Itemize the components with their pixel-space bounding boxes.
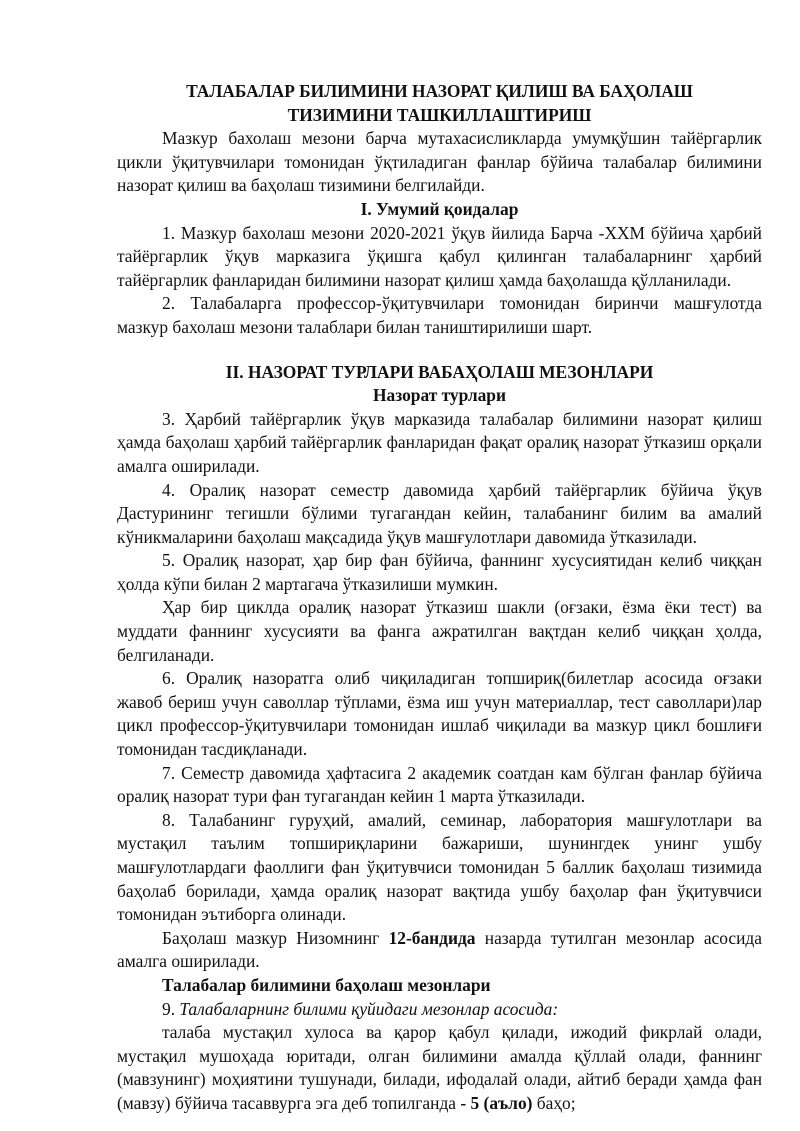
- p8b-clause-reference: 12-бандида: [388, 927, 476, 948]
- document-title: [117, 80, 762, 127]
- p8b-text-pre: Баҳолаш мазкур Низомнинг: [162, 927, 389, 948]
- paragraph-9-continuation: [117, 1021, 762, 1115]
- paragraph-6: 6. Оралиқ назоратга олиб чиқиладиган топшириқ(билетлар асосида оғзаки жавоб бериш учун саволлар тўплами, ёзма иш учун материаллар, тест саволлари)лар цикл профессор-ўқитувчилари томонидан ишлаб чиқилади ва мазкур цикл бошлиғи томонидан тасдиқланади.: [117, 668, 762, 760]
- section-2-subheading: Назорат турлари: [372, 385, 506, 406]
- p9b-text-pre: талаба мустақил хулоса ва қарор қабул қилади, ижодий фикрлай олади, мустақил мушоҳада юритади, олган билимини амалда қўллай олади, фаннинг (мавзунинг) моҳиятини тушунади, билади, ифодалай олади, айтиб беради ҳамда фан (мавзу) бўйича тасаввурга эга деб топилганда: [117, 1022, 762, 1113]
- p9b-grade: - 5 (аъло): [460, 1092, 533, 1113]
- document-body: [117, 80, 762, 1116]
- section-gap: [117, 340, 762, 361]
- paragraph-8: 8. Талабанинг гуруҳий, амалий, семинар, лаборатория машғулотлари ва мустақил таълим топшириқларини бажариши, шунингдек унинг ушбу машғулотлардаги фаоллиги фан ўқитувчиси томонидан 5 баллик баҳолаш тизимида баҳолаб борилади, ҳамда оралиқ назорат вақтида ушбу баҳолар фан ўқитувчиси томонидан эътиборга олинади.: [117, 809, 762, 925]
- intro-paragraph: Мазкур бахолаш мезони барча мутахасисликларда умумқўшин тайёргарлик цикли ўқитувчилари томонидан ўқтиладиган фанлар бўйича талабалар билимини назорат қилиш ва баҳолаш тизимини белгилайди.: [117, 128, 762, 196]
- paragraph-2: 2. Талабаларга профессор-ўқитувчилари томонидан биринчи машғулотда мазкур бахолаш мезони талаблари билан таништирилиши шарт.: [117, 293, 762, 337]
- paragraph-8-continuation: [117, 927, 762, 974]
- section-1-heading: I. Умумий қоидалар: [360, 198, 519, 219]
- paragraph-3: 3. Ҳарбий тайёргарлик ўқув марказида талабалар билимини назорат қилиш ҳамда баҳолаш ҳарбий тайёргарлик фанларидан фақат оралиқ назорат ўтказиш орқали амалга оширилади.: [117, 408, 762, 476]
- p9b-text-post: баҳо;: [532, 1092, 576, 1113]
- p9-number: 9.: [162, 998, 180, 1019]
- p8b-text-post: назарда тутилган мезонлар асосида амалга оширилади.: [117, 927, 762, 972]
- paragraph-5: 5. Оралиқ назорат, ҳар бир фан бўйича, фаннинг хусусиятидан келиб чиққан ҳолда кўпи билан 2 мартагача ўтказилиши мумкин.: [117, 550, 762, 594]
- p9-italic-text: Талабаларнинг билими қуйидаги мезонлар асосида:: [179, 998, 559, 1019]
- section-3-heading: Талабалар билимини баҳолаш мезонлари: [162, 974, 491, 995]
- paragraph-4: 4. Оралиқ назорат семестр давомида ҳарбий тайёргарлик бўйича ўқув Дастурининг тегишли бўлими тугагандан кейин, талабанинг билим ва амалий кўникмаларини баҳолаш мақсадида ўқув машғулотлари давомида ўтказилади.: [117, 479, 762, 547]
- section-2-heading: II. НАЗОРАТ ТУРЛАРИ ВАБАҲОЛАШ МЕЗОНЛАРИ: [225, 361, 654, 382]
- paragraph-9: [117, 998, 762, 1022]
- paragraph-1: 1. Мазкур бахолаш мезони 2020-2021 ўқув йилида Барча -ХХМ бўйича ҳарбий тайёргарлик ўқув марказига ўқишга қабул қилинган талабаларнинг ҳарбий тайёргарлик фанларидан билимини назорат қилиш ҳамда баҳолашда қўлланилади.: [117, 222, 762, 290]
- title-line-1: ТАЛАБАЛАР БИЛИМИНИ НАЗОРАТ ҚИЛИШ ВА БАҲОЛАШ: [186, 81, 693, 101]
- paragraph-5-continuation: Ҳар бир циклда оралиқ назорат ўтказиш шакли (оғзаки, ёзма ёки тест) ва муддати фаннинг хусусияти ва фанга ажратилган вақтдан келиб чиққан ҳолда, белгиланади.: [117, 597, 762, 665]
- paragraph-7: 7. Семестр давомида ҳафтасига 2 академик соатдан кам бўлган фанлар бўйича оралиқ назорат тури фан тугагандан кейин 1 марта ўтказилади.: [117, 762, 762, 807]
- title-line-2: ТИЗИМИНИ ТАШКИЛЛАШТИРИШ: [287, 104, 592, 125]
